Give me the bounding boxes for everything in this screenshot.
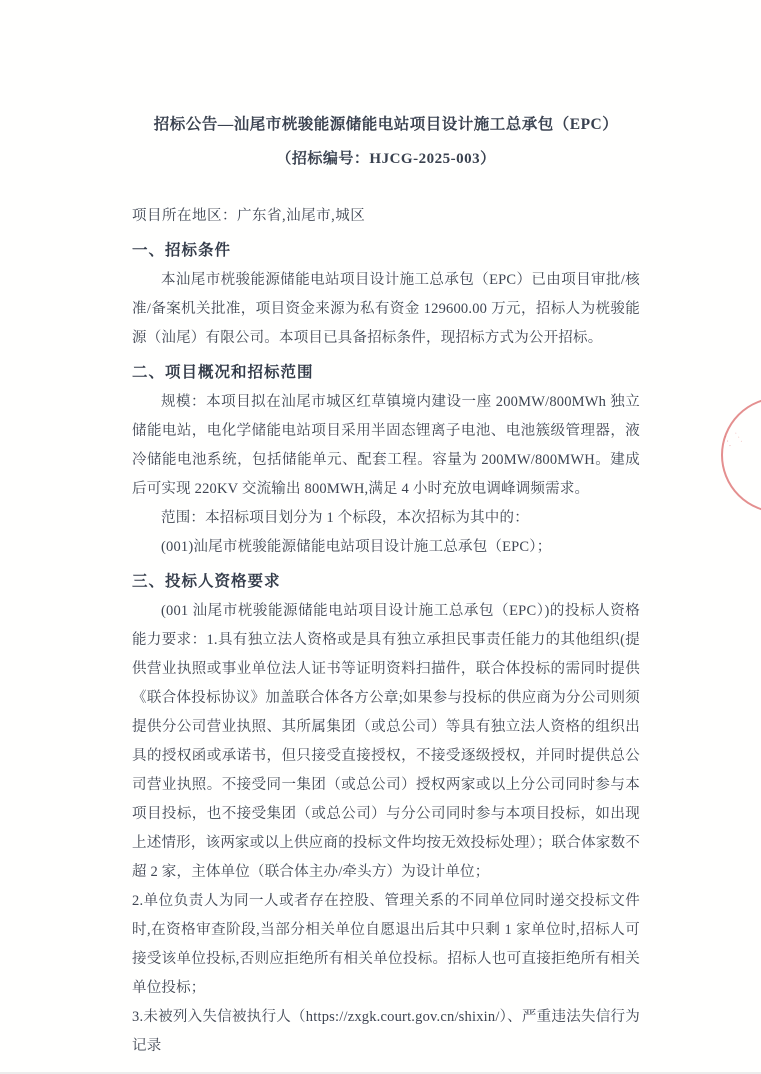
section-3-requirement-1-paragraph: (001 汕尾市桄骏能源储能电站项目设计施工总承包（EPC）)的投标人资格能力要求：1.具有独立法人资格或是具有独立承担民事责任能力的其他组织(提供营业执照或事业单位法人证书等证明资料扫描件，联合体投标的需同时提供《联合体投标协议》加盖联合体各方公章;如果参与投标的供应商为分公司则须提供分公司营业执照、其所属集团（或总公司）等具有独立法人资格的组织出具的授权函或承诺书，但只接受直接授权，不接受逐级授权，并同时提供总公司营业执照。不接受同一集团（或总公司）授权两家或以上分公司同时参与本项目投标，也不接受集团（或总公司）与分公司同时参与本项目投标，如出现上述情形，该两家或以上供应商的投标文件均按无效投标处理）；联合体家数不超 2 家，主体单位（联合体主办/牵头方）为设计单位； [132, 603, 640, 880]
section-2-lot-paragraph: (001)汕尾市桄骏能源储能电站项目设计施工总承包（EPC）； [161, 539, 552, 555]
section-2-heading: 二、项目概况和招标范围 [132, 364, 314, 381]
document-content [132, 0, 640, 1061]
section-2-scope-paragraph: 范围：本招标项目划分为 1 个标段，本次招标为其中的： [161, 510, 529, 526]
section-3-heading: 三、投标人资格要求 [132, 573, 281, 590]
section-1-heading: 一、招标条件 [132, 242, 232, 259]
section-3-requirement-2-paragraph: 2.单位负责人为同一人或者存在控股、管理关系的不同单位同时递交投标文件时,在资格审查阶段,当部分相关单位自愿退出后其中只剩 1 家单位时,招标人可接受该单位投标,否则应拒绝所有相关单位投标。招标人也可直接拒绝所有相关单位投标； [132, 893, 640, 996]
document-title: 招标公告—汕尾市桄骏能源储能电站项目设计施工总承包（EPC） [153, 116, 619, 133]
official-seal-stamp-icon [721, 397, 761, 513]
section-1-paragraph: 本汕尾市桄骏能源储能电站项目设计施工总承包（EPC）已由项目审批/核准/备案机关批准，项目资金来源为私有资金 129600.00 万元，招标人为桄骏能源（汕尾）有限公司。本项目已具备招标条件，现招标方式为公开招标。 [132, 272, 640, 346]
tender-number: （招标编号：HJCG-2025-003） [276, 151, 496, 167]
project-location-line: 项目所在地区：广东省,汕尾市,城区 [132, 208, 366, 224]
section-3-requirement-3-paragraph: 3.未被列入失信被执行人（https://zxgk.court.gov.cn/shixin/）、严重违法失信行为记录 [132, 1009, 640, 1054]
seal-character-marks: ··· [730, 429, 748, 448]
section-2-scale-paragraph: 规模：本项目拟在汕尾市城区红草镇境内建设一座 200MW/800MWh 独立储能电站，电化学储能电站项目采用半固态锂离子电池、电池簇级管理器，液冷储能电池系统，包括储能单元、配套工程。容量为 200MW/800MWH。建成后可实现 220KV 交流输出 800MWH,满足 4 小时充放电调峰调频需求。 [132, 394, 640, 497]
seal-character-marks: ··· [720, 433, 737, 451]
